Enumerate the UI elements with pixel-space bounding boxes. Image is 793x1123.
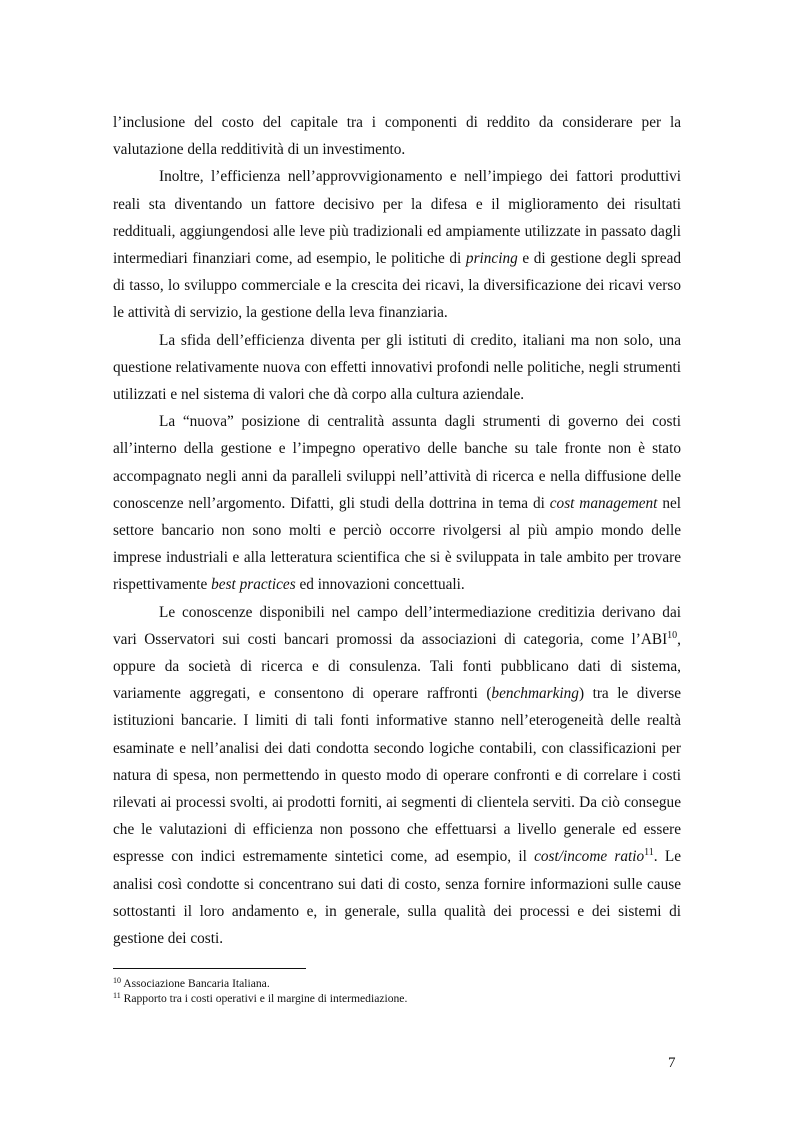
italic-term: cost management bbox=[549, 494, 658, 512]
footnote-divider bbox=[113, 968, 306, 969]
text-run: , oppure da società di ricerca e di consulenza. Tali fonti pubblicano dati di sistema, variamente aggregati, e consentono di operare raffronti ( bbox=[113, 630, 681, 703]
text-run: ) tra le diverse istituzioni bancarie. I limiti di tali fonti informative stanno nell’eterogeneità delle realtà esaminate e nell’analisi dei dati condotta secondo logiche contabili, con classificazioni per natura di spesa, non permettendo in questo modo di operare confronti e di correlare i costi rilevati ai processi svolti, ai prodotti forniti, ai segmenti di clientela serviti. Da ciò consegue che le valutazioni di efficienza non possono che effettuarsi a livello generale ed essere espresse con indici estremamente sintetici come, ad esempio, il bbox=[113, 685, 681, 866]
italic-term: benchmarking bbox=[491, 685, 579, 703]
footnote-text: Rapporto tra i costi operativi e il margine di intermediazione. bbox=[120, 992, 408, 1005]
footnotes bbox=[113, 976, 681, 1006]
text-run: ed innovazioni concettuali. bbox=[295, 576, 465, 594]
text-run: nel settore bancario non sono molti e perciò occorre rivolgersi al più ampio mondo delle imprese industriali e alla letteratura scientifica che si è sviluppata in tale ambito per trovare rispettivamente bbox=[113, 494, 682, 594]
footnote bbox=[113, 991, 681, 1006]
paragraph bbox=[113, 109, 681, 163]
body-text bbox=[113, 109, 681, 952]
paragraph bbox=[113, 327, 681, 409]
page-number: 7 bbox=[668, 1055, 676, 1071]
paragraph bbox=[113, 408, 681, 598]
italic-term: best practices bbox=[211, 576, 296, 594]
text-run: l’inclusione del costo del capitale tra i componenti di reddito da considerare per la valutazione della redditività di un investimento. bbox=[113, 114, 681, 159]
footnote-text: Associazione Bancaria Italiana. bbox=[121, 977, 270, 990]
italic-term: princing bbox=[465, 250, 518, 268]
footnote bbox=[113, 976, 681, 991]
text-run: Le conoscenze disponibili nel campo dell’intermediazione creditizia derivano dai vari Osservatori sui costi bancari promossi da associazioni di categoria, come l’ABI bbox=[113, 603, 681, 648]
text-run: Inoltre, l’efficienza nell’approvvigionamento e nell’impiego dei fattori produttivi reali sta diventando un fattore decisivo per la difesa e il miglioramento dei risultati reddituali, aggiungendosi alle leve più tradizionali ed ampiamente utilizzate in passato dagli intermediari finanziari come, ad esempio, le politiche di bbox=[113, 168, 681, 268]
text-run: La sfida dell’efficienza diventa per gli istituti di credito, italiani ma non solo, una questione relativamente nuova con effetti innovativi profondi nelle politiche, negli strumenti utilizzati e nel sistema di valori che dà corpo alla cultura aziendale. bbox=[113, 331, 681, 404]
text-run: . Le analisi così condotte si concentrano sui dati di costo, senza fornire informazioni sulle cause sottostanti il loro andamento e, in generale, sulla qualità dei processi e dei sistemi di gestione dei costi. bbox=[113, 848, 681, 948]
text-run: La “nuova” posizione di centralità assunta dagli strumenti di governo dei costi all’interno della gestione e l’impegno operativo delle banche su tale fronte non è stato accompagnato negli anni da paralleli sviluppi nell’attività di ricerca e nella diffusione delle conoscenze nell’argomento. Difatti, gli studi della dottrina in tema di bbox=[113, 413, 681, 512]
paragraph bbox=[113, 599, 681, 953]
italic-term: cost/income ratio bbox=[534, 848, 645, 866]
footnote-reference: 11 bbox=[644, 847, 654, 859]
paragraph bbox=[113, 163, 681, 326]
footnote-number: 11 bbox=[113, 991, 121, 1000]
text-run: e di gestione degli spread di tasso, lo sviluppo commerciale e la crescita dei ricavi, la diversificazione dei ricavi verso le attività di servizio, la gestione della leva finanziaria. bbox=[113, 250, 682, 322]
footnote-number: 10 bbox=[113, 976, 121, 985]
footnote-reference: 10 bbox=[667, 629, 678, 641]
